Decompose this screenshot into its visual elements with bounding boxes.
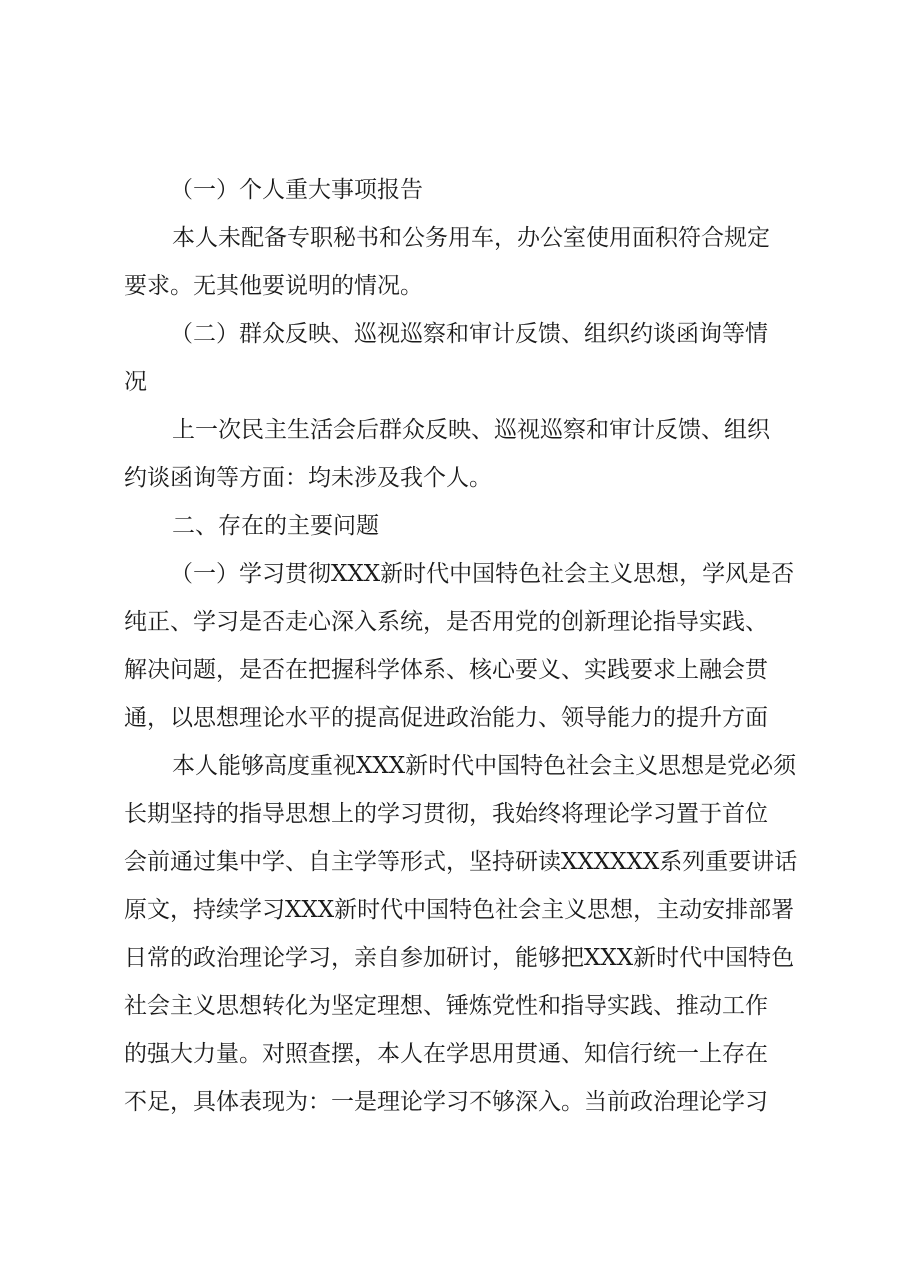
paragraph-line: 原文，持续学习XXX新时代中国特色社会主义思想，主动安排部署 [124,897,795,923]
paragraph-line: 本人能够高度重视XXX新时代中国特色社会主义思想是党必须 [172,753,797,779]
paragraph-line: 的强大力量。对照查摆，本人在学思用贯通、知信行统一上存在 [124,1041,768,1067]
section-heading-line: （一）个人重大事项报告 [170,177,423,203]
section-feedback [124,310,824,502]
section-heading-line: （一）学习贯彻XXX新时代中国特色社会主义思想，学风是否 [170,561,795,587]
section-study [124,550,824,1126]
document-body [124,166,824,1126]
section-heading-line: 通，以思想理论水平的提高促进政治能力、领导能力的提升方面 [124,705,768,731]
paragraph-line: 上一次民主生活会后群众反映、巡视巡察和审计反馈、组织 [172,417,770,443]
paragraph-line: 日常的政治理论学习，亲自参加研讨，能够把XXX新时代中国特色 [124,945,795,971]
paragraph-line: 要求。无其他要说明的情况。 [124,273,423,299]
paragraph-line: 不足，具体表现为：一是理论学习不够深入。当前政治理论学习 [124,1089,768,1115]
paragraph-line: 长期坚持的指导思想上的学习贯彻，我始终将理论学习置于首位 [124,801,768,827]
section-heading-line: 况 [124,369,147,395]
section-personal-matters [124,166,824,310]
paragraph-line: 本人未配备专职秘书和公务用车，办公室使用面积符合规定 [172,225,770,251]
section-heading-line: 纯正、学习是否走心深入系统，是否用党的创新理论指导实践、 [124,609,768,635]
paragraph-line: 社会主义思想转化为坚定理想、锤炼党性和指导实践、推动工作 [124,993,768,1019]
paragraph-line: 会前通过集中学、自主学等形式，坚持研读XXXXXX系列重要讲话 [124,849,798,875]
paragraph-line: 约谈函询等方面：均未涉及我个人。 [124,465,492,491]
section-heading-line: （二）群众反映、巡视巡察和审计反馈、组织约谈函询等情 [170,321,768,347]
section-main-problems [124,502,824,550]
chapter-heading: 二、存在的主要问题 [172,513,379,539]
section-heading-line: 解决问题，是否在把握科学体系、核心要义、实践要求上融会贯 [124,657,768,683]
